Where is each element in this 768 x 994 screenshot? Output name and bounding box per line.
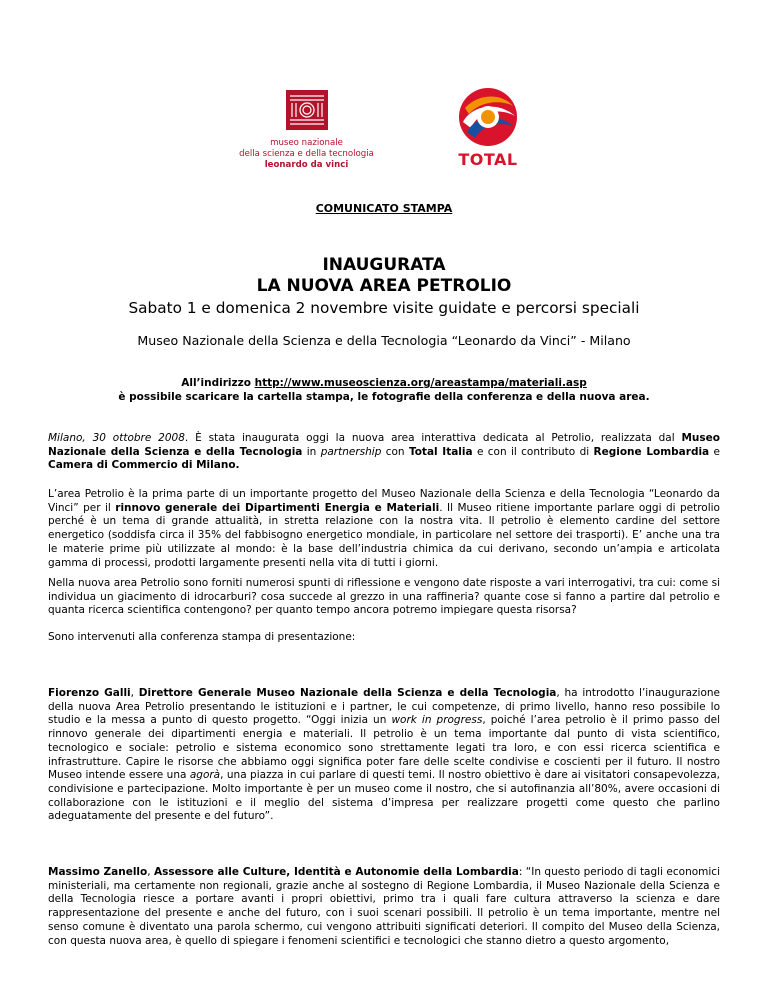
- speakers-intro: Sono intervenuti alla conferenza stampa di presentazione:: [48, 631, 356, 643]
- zanello-paragraph: Massimo Zanello, Assessore alle Culture, Identità e Autonomie della Lombardia: “In questo periodo di tagli economici ministeriali, ma certamente non regionali, grazie anche al sostegno di Regione Lombardia, il Museo Nazionale della Scienza e della Tecnologia riesce a portare avanti i propri obiettivi, primo tra i quali fare cultura attraverso la scienza e dare rappresentazione del presente e anche del futuro, con i suoi scenari possibili. Il petrolio è un tema importante, mentre nel senso comune è diventato una parola schermo, cui vengono attribuiti significati deteriori. Il compito del Museo della Scienza, con questa nuova area, è quello di spiegare i fenomeni scientifici e tecnologici che stanno dietro a questo argomento,: [48, 866, 720, 947]
- intro-paragraph: Milano, 30 ottobre 2008. È stata inaugurata oggi la nuova area interattiva dedicata al Petrolio, realizzata dal Museo Nazionale della Scienza e della Tecnologia in partnership con Total Italia e con il contributo di Regione Lombardia e Camera di Commercio di Milano.: [48, 432, 720, 472]
- museo-logo-line3: leonardo da vinci: [264, 160, 349, 170]
- total-wordmark: TOTAL: [458, 150, 518, 169]
- subtitle: Sabato 1 e domenica 2 novembre visite guidate e percorsi speciali: [128, 299, 640, 317]
- download-notice: [48, 376, 720, 404]
- materials-link[interactable]: http://www.museoscienza.org/areastampa/materiali.asp: [254, 377, 587, 389]
- museo-emblem-icon: [286, 90, 328, 130]
- page-title: [48, 255, 720, 297]
- comunicato-stampa-heading: COMUNICATO STAMPA: [315, 202, 453, 215]
- museo-logo-line2: della scienza e della tecnologia: [239, 149, 374, 159]
- museo-logo-line1: museo nazionale: [270, 138, 343, 148]
- location-line: Museo Nazionale della Scienza e della Tecnologia “Leonardo da Vinci” - Milano: [137, 333, 631, 348]
- header-logos: [0, 86, 768, 182]
- title-line1: INAUGURATA: [322, 255, 446, 275]
- total-globe-icon: [457, 86, 519, 148]
- download-prefix: All’indirizzo: [181, 377, 255, 389]
- galli-paragraph: Fiorenzo Galli, Direttore Generale Museo Nazionale della Scienza e della Tecnologia, ha introdotto l’inaugurazione della nuova Area Petrolio presentando le istituzioni e i partner, le cui competenze, di primo livello, hanno reso possibile lo studio e la messa a punto di questo progetto. “Oggi inizia un work in progress, poiché l’area petrolio è il primo passo del rinnovo generale dei dipartimenti energia e materiali. Il petrolio è un tema importante dal punto di vista scientifico, tecnologico e sociale: petrolio e sistema economico sono strettamente legati tra loro, e con essi ricerca scientifica e infrastrutture. Capire le risorse che abbiamo oggi significa poter fare delle scelte condivise e coscienti per il futuro. Il nostro Museo intende essere una agorà, una piazza in cui parlare di questi temi. Il nostro obiettivo è dare ai visitatori consapevolezza, condivisione e partecipazione. Molto importante è per un museo come il nostro, che si autofinanzia all’80%, avere occasioni di collaborazione con le istituzioni e il meglio del sistema d’impresa per realizzare progetti come questo che parlino adeguatamente del presente e del futuro”.: [48, 687, 721, 823]
- museo-logo: [234, 90, 379, 171]
- area-description-paragraph: L’area Petrolio è la prima parte di un importante progetto del Museo Nazionale della Scienza e della Tecnologia “Leonardo da Vinci” per il rinnovo generale dei Dipartimenti Energia e Materiali. Il Museo ritiene importante parlare oggi di petrolio perché è un tema di grande attualità, in stretta relazione con la nostra vita. Il petrolio è elemento cardine del settore energetico (soddisfa circa il 35% del fabbisogno energetico mondiale, in particolare nel settore dei trasporti). E’ anche una tra le materie prime più utilizzate al mondo: è la base dell’industria chimica da cui derivano, secondo un’ampia e articolata gamma di processi, prodotti largamente presenti nella vita di tutti i giorni.: [48, 488, 720, 569]
- total-logo: [448, 86, 528, 169]
- dateline: Milano, 30 ottobre 2008: [48, 432, 185, 444]
- questions-paragraph: Nella nuova area Petrolio sono forniti numerosi spunti di riflessione e vengono date risposte a vari interrogativi, tra cui: come si individua un giacimento di idrocarburi? cosa succede al grezzo in una raffineria? quante cose si fanno a partire dal petrolio e quanta ricerca scientifica contengono? per quanto tempo ancora potremo impiegare questa risorsa?: [48, 577, 720, 617]
- title-line2: LA NUOVA AREA PETROLIO: [256, 276, 512, 296]
- download-line2: è possibile scaricare la cartella stampa, le fotografie della conferenza e della nuova area.: [118, 391, 650, 403]
